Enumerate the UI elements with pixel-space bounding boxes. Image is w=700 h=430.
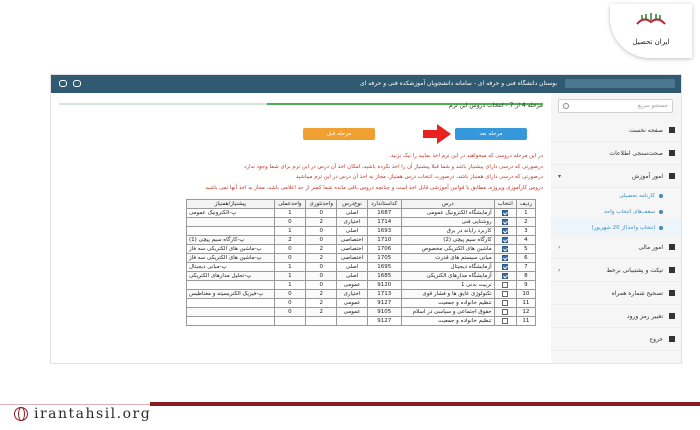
course-checkbox[interactable] [502,210,508,216]
chevron-down-icon: ▾ [558,173,562,180]
course-name-cell: کاربرد رایانه در برق [401,227,494,236]
course-checkbox[interactable] [502,228,508,234]
select-checkbox-cell [494,254,516,263]
practical-units-cell: 0 [274,299,305,308]
course-type-cell: اختصاصی [337,254,367,263]
row-number-cell: 8 [516,272,535,281]
prerequisite-cell: پ-تحلیل مدارهای الکتریکی [187,272,275,281]
sidebar-subitem-label: سقف‌های انتخاب واحد [603,209,655,215]
course-checkbox[interactable] [502,273,508,279]
row-number-cell: 10 [516,290,535,299]
notification-icon[interactable] [73,80,81,87]
sidebar-item-ticket[interactable] [550,259,681,282]
key-icon [669,313,675,319]
course-checkbox[interactable] [502,264,508,270]
select-checkbox-cell [494,245,516,254]
select-checkbox-cell [494,299,516,308]
course-name-cell: حقوق اجتماعی و سیاسی در اسلام [401,308,494,317]
table-row [187,281,536,290]
practical-units-cell: 0 [274,290,305,299]
top-bar [51,75,682,93]
table-body [187,209,536,326]
column-header: درس [401,200,494,209]
table-row [187,209,536,218]
instruction-line: درصورتی که درسی دارای پیشنیاز باشد و شما قبلا پیشنیاز آن را اخذ نکرده باشید، امکان اخذ آن درس در این ترم برای شما وجود ندارد [244,163,543,170]
column-header: واحدتئوری [306,200,337,209]
sidebar-item-label: امور آموزش [632,172,663,180]
table-row [187,317,536,326]
prerequisite-cell: پ-کارگاه سیم پیچی (1) [187,236,275,245]
course-type-cell: اختیاری [337,218,367,227]
bullet-icon [659,194,663,198]
row-number-cell: 7 [516,263,535,272]
sidebar [549,93,681,364]
theory-units-cell: 2 [306,308,337,317]
theory-units-cell: 2 [306,290,337,299]
table-row [187,245,536,254]
practical-units-cell: 1 [274,263,305,272]
course-name-cell: آزمایشگاه مدارهای الکتریکی [401,272,494,281]
finance-icon [669,244,675,250]
row-number-cell: 5 [516,245,535,254]
course-name-cell: مبانی سیستم های قدرت [401,254,494,263]
prerequisite-cell: پ-مبانی دیجیتال [187,263,275,272]
chevron-left-icon: ‹ [558,267,561,274]
theory-units-cell: 0 [306,272,337,281]
sidebar-item-verification[interactable] [550,142,681,165]
practical-units-cell: 1 [274,209,305,218]
course-type-cell: اصلی [337,209,367,218]
table-row [187,254,536,263]
course-type-cell: اختصاصی [337,236,367,245]
select-checkbox-cell [494,218,516,227]
user-name-blurred[interactable] [565,79,675,88]
select-checkbox-cell [494,209,516,218]
select-checkbox-cell [494,227,516,236]
practical-units-cell: 1 [274,281,305,290]
screenshot-window [50,74,682,364]
practical-units-cell: 0 [274,218,305,227]
red-arrow-annotation-icon [423,124,451,144]
bullet-icon [659,226,663,230]
search-placeholder: جستجو سریع [637,103,668,109]
sidebar-subitem-limits[interactable] [550,204,681,220]
course-checkbox[interactable] [502,318,508,324]
site-url-text: irantahsil.org [34,406,152,422]
table-row [187,218,536,227]
course-name-cell: تنظیم خانواده و جمعیت [401,317,494,326]
theory-units-cell: 0 [306,236,337,245]
course-name-cell: کارگاه سیم پیچی (2) [401,236,494,245]
instructions [63,151,543,193]
check-icon [669,150,675,156]
sidebar-subitem-label: کارنامه تحصیلی [619,193,655,199]
book-logo-icon [610,12,692,32]
sidebar-item-education[interactable] [550,165,681,188]
course-code-cell: 1713 [367,290,401,299]
next-step-button[interactable]: مرحله بعد [455,128,527,140]
education-icon [669,173,675,179]
instruction-line: دروس کارآموزی وپروژه، مطابق با قوانین آموزشی قابل اخذ است و چنانچه دروس باقی مانده شما کمتر از حد اعلامی باشد، مجاز به اخذ آنها نمی باشید [205,184,543,191]
prerequisite-cell [187,227,275,236]
course-code-cell: 1710 [367,236,401,245]
ticket-icon [669,267,675,273]
column-header: واحدعملی [274,200,305,209]
course-code-cell: 1695 [367,263,401,272]
search-icon[interactable] [563,103,569,109]
course-type-cell: اختیاری [337,290,367,299]
course-checkbox[interactable] [502,237,508,243]
table-row [187,299,536,308]
prerequisite-cell [187,317,275,326]
row-number-cell: 3 [516,227,535,236]
practical-units-cell: 1 [274,227,305,236]
course-type-cell: عمومی [337,308,367,317]
table-row [187,236,536,245]
course-checkbox[interactable] [502,300,508,306]
table-header-row [187,200,536,209]
prerequisite-cell [187,299,275,308]
instruction-line: در این مرحله دروسی که میخواهید در این ترم اخذ نمایید را تیک بزنید. [389,153,543,159]
sidebar-item-password[interactable] [550,305,681,328]
course-name-cell: آزمایشگاه الکترونیک عمومی [401,209,494,218]
column-header: انتخاب [494,200,516,209]
course-code-cell: 1687 [367,209,401,218]
prerequisite-cell [187,308,275,317]
prerequisite-cell: پ-ماشین های الکتریکی سه فاز [187,254,275,263]
home-icon [669,127,675,133]
sidebar-item-label: صفحه نخست [629,126,663,134]
select-checkbox-cell [494,290,516,299]
course-name-cell: تکنولوژی عایق ها و فشار قوی [401,290,494,299]
chevron-left-icon: ‹ [558,244,561,251]
brand-logo [610,4,692,58]
course-name-cell: روشنایی فنی [401,218,494,227]
prerequisite-cell [187,218,275,227]
course-selection-table [186,199,536,326]
select-checkbox-cell [494,317,516,326]
course-name-cell: آزمایشگاه دیجیتال [401,263,494,272]
course-code-cell: 9127 [367,317,401,326]
course-code-cell: 9127 [367,299,401,308]
course-type-cell [337,317,367,326]
search-input[interactable] [558,99,673,113]
practical-units-cell [274,317,305,326]
sidebar-item-logout[interactable] [550,328,681,351]
course-type-cell: اصلی [337,227,367,236]
course-checkbox[interactable] [502,291,508,297]
row-number-cell: 1 [516,209,535,218]
sidebar-item-label: صحت‌سنجی اطلاعات [609,149,663,157]
course-name-cell: تربیت بدنی 1 [401,281,494,290]
course-name-cell: ماشین های الکتریکی مخصوص [401,245,494,254]
sidebar-subitem-course-selection[interactable] [550,220,681,236]
theory-units-cell: 0 [306,281,337,290]
logout-icon [669,336,675,342]
theory-units-cell: 0 [306,227,337,236]
prerequisite-cell: پ-فیزیک الکتریسیته و مغناطیس [187,290,275,299]
sidebar-item-label: امور مالی [638,243,663,251]
row-number-cell: 4 [516,236,535,245]
brand-logo-text: ایران تحصیل [632,38,670,46]
row-number-cell: 2 [516,218,535,227]
course-type-cell: اصلی [337,272,367,281]
table-row [187,227,536,236]
select-checkbox-cell [494,281,516,290]
course-name-cell: تنظیم خانواده و جمعیت [401,299,494,308]
sidebar-item-phone[interactable] [550,282,681,305]
sidebar-subitem-label: انتخاب واحد(از 20 شهریور) [591,225,655,231]
site-url [14,406,151,422]
column-header: نوع‌درس [337,200,367,209]
row-number-cell: 11 [516,317,535,326]
course-checkbox[interactable] [502,255,508,261]
course-code-cell: 9120 [367,281,401,290]
theory-units-cell: 0 [306,263,337,272]
bullet-icon [659,210,663,214]
prerequisite-cell: پ-ماشین های الکتریکی سه فاز [187,245,275,254]
course-type-cell: اصلی [337,263,367,272]
theory-units-cell: 0 [306,209,337,218]
app-title: بوستان دانشگاه فنی و حرفه ای - سامانه دانشجویان آموزشکده فنی و حرفه ای [359,80,557,87]
row-number-cell: 9 [516,281,535,290]
practical-units-cell: 0 [274,254,305,263]
theory-units-cell: 2 [306,218,337,227]
prerequisite-cell [187,281,275,290]
prerequisite-cell: پ-الکترونیک عمومی [187,209,275,218]
table-row [187,263,536,272]
toggle-icon[interactable] [59,80,67,87]
course-type-cell: اختصاصی [337,245,367,254]
column-header: پیشنیاز/همنیاز [187,200,275,209]
sidebar-item-label: تغییر رمز ورود [626,312,663,320]
select-checkbox-cell [494,308,516,317]
globe-icon [14,407,28,421]
course-code-cell: 1705 [367,254,401,263]
table-row [187,290,536,299]
footer-accent-bar [150,402,700,406]
select-checkbox-cell [494,263,516,272]
sidebar-item-home[interactable] [550,119,681,142]
select-checkbox-cell [494,236,516,245]
row-number-cell: 6 [516,254,535,263]
course-type-cell: عمومی [337,281,367,290]
course-code-cell: 1693 [367,227,401,236]
course-code-cell: 1714 [367,218,401,227]
column-header: کداستاندارد [367,200,401,209]
practical-units-cell: 0 [274,245,305,254]
column-header: ردیف [516,200,535,209]
theory-units-cell: 2 [306,245,337,254]
breadcrumb: مرحله 4 از 7 - انتخاب دروس این ترم [449,102,543,109]
course-checkbox[interactable] [502,309,508,315]
select-checkbox-cell [494,272,516,281]
course-code-cell: 1706 [367,245,401,254]
course-checkbox[interactable] [502,246,508,252]
table-row [187,308,536,317]
phone-icon [669,290,675,296]
theory-units-cell [306,317,337,326]
instruction-line: درصورتی که درسی دارای همنیاز باشد، درصورت انتخاب درس همنیاز، مجاز به اخذ آن درس در این ترم میباشید [295,174,543,180]
theory-units-cell: 2 [306,299,337,308]
course-code-cell: 9105 [367,308,401,317]
row-number-cell: 12 [516,308,535,317]
practical-units-cell: 0 [274,308,305,317]
table-row [187,272,536,281]
theory-units-cell: 2 [306,254,337,263]
practical-units-cell: 1 [274,272,305,281]
sidebar-subitem-transcript[interactable] [550,188,681,204]
sidebar-item-label: خروج [649,335,663,343]
sidebar-item-label: تصحیح شماره همراه [611,289,663,297]
course-checkbox[interactable] [502,282,508,288]
practical-units-cell: 2 [274,236,305,245]
course-type-cell: عمومی [337,299,367,308]
previous-step-button[interactable]: مرحله قبل [303,128,375,140]
row-number-cell: 11 [516,299,535,308]
sidebar-item-finance[interactable] [550,236,681,259]
sidebar-item-label: تیکت و پشتیبانی برخط [606,266,663,274]
course-code-cell: 1685 [367,272,401,281]
course-checkbox[interactable] [502,219,508,225]
